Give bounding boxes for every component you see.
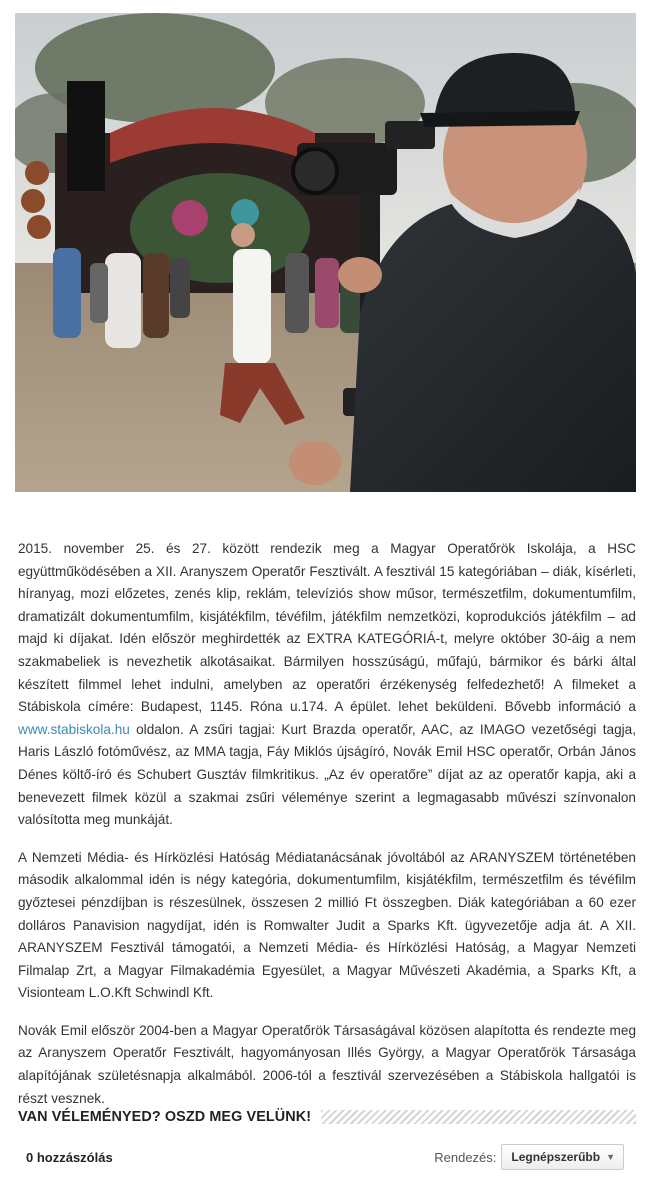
caret-down-icon: ▼ — [606, 1152, 615, 1162]
comments-title: VAN VÉLEMÉNYED? OSZD MEG VELÜNK! — [18, 1109, 312, 1125]
sort-selected-value: Legnépszerűbb — [511, 1150, 601, 1164]
article-paragraph-3: Novák Emil először 2004-ben a Magyar Operatőrök Társaságával közösen alapította és rendezte meg az Aranyszem Operatőr Fesztivált, hagyományosan Illés György, a Magyar Operatőrök Társasága alapítójának születésnapja alkalmából. 2006-tól a fesztivál szervezésében a Stábiskola hallgatói is részt vesznek. — [18, 1022, 636, 1106]
paragraph-text: oldalon. A zsűri tagjai: Kurt Brazda operatőr, AAC, az IMAGO vezetőségi tagja, Haris László fotóművész, az MMA tagja, Fáy Miklós újságíró, Novák Emil HSC operatőr, Orbán János Dénes költő-író és Schubert Gusztáv filmkritikus. „Az év operatőre” díjat az az operatőr kapja, aki a benevezett filmek közül a szakmai zsűri véleménye szerint a legmagasabb művészi színvonalon valósította meg munkáját. — [18, 721, 636, 828]
decorative-divider — [321, 1110, 636, 1124]
stabiskola-link[interactable]: www.stabiskola.hu — [18, 721, 130, 737]
article-body — [18, 538, 636, 1125]
sort-control — [434, 1144, 624, 1170]
comment-count: 0 hozzászólás — [26, 1149, 113, 1165]
article-paragraph-2: A Nemzeti Média- és Hírközlési Hatóság Médiatanácsának jóvoltából az ARANYSZEM történetében második alkalommal idén is négy kategória, dokumentumfilm, kisjátékfilm, természetfilm és tévéfilm győztesei pénzdíjban is részesülnek, összesen 2 millió Ft összegben. Diák kategóriában a 60 ezer dolláros Panavision nagydíjat, idén is Romwalter Judit a Sparks Kft. ügyvezetője adja át. A XII. ARANYSZEM Fesztivál támogatói, a Nemzeti Média- és Hírközlési Hatóság, a Magyar Nemzeti Filmalap Zrt, a Magyar Filmakadémia Egyesület, a Magyar Művészeti Akadémia, a Sparks Kft, a Visionteam L.O.Kft Schwindl Kft. — [18, 849, 636, 1001]
comments-toolbar — [18, 1142, 624, 1172]
article-photo — [15, 13, 636, 492]
paragraph-text: 2015. november 25. és 27. között rendezik meg a Magyar Operatőrök Iskolája, a HSC együttműködésében a XII. Aranyszem Operatőr Fesztivált. A fesztivál 15 kategóriában – diák, kísérleti, híranyag, mozi előzetes, zenés klip, reklám, televíziós show műsor, természetfilm, dokumentumfilm, dramatizált dokumentumfilm, kisjátékfilm, tévéfilm, játékfilm nemzetközi, koprodukciós játékfilm – ad majd ki díjakat. Idén először meghirdették az EXTRA KATEGÓRIÁ-t, melyre október 30-áig a nem szakmabeliek is nevezhetik alkotásaikat. Bármilyen hosszúságú, műfajú, bármikor és bárki által készített filmmel lehet indulni, amelyben az operatőri érzékenység felfedezhető! A filmeket a Stábiskola címére: Budapest, 1145. Róna u.174. A épület. lehet beküldeni. Bővebb információ a — [18, 541, 636, 715]
sort-dropdown[interactable] — [501, 1144, 624, 1170]
article-paragraph-1 — [18, 538, 636, 832]
comments-section-header — [18, 1106, 636, 1128]
sort-label: Rendezés: — [434, 1149, 497, 1165]
